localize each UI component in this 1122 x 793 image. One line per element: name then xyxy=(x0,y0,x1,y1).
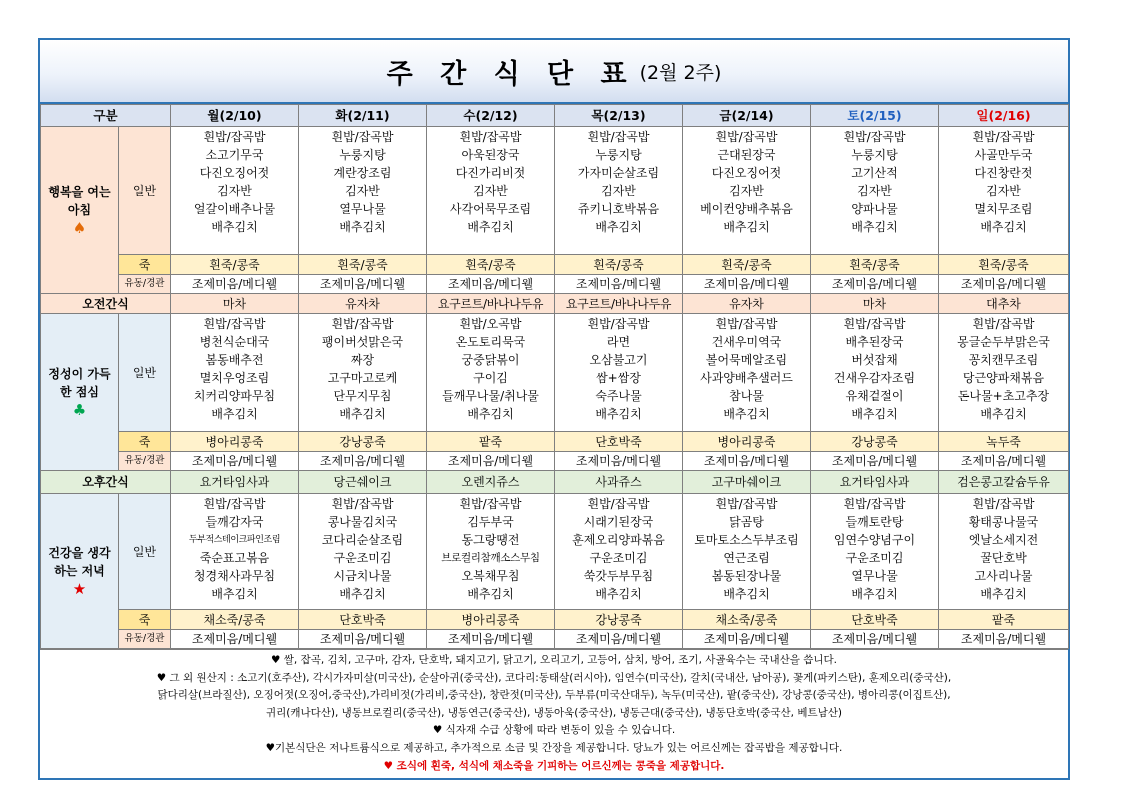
lunch-label xyxy=(41,314,119,471)
menu-item: 오삼불고기 xyxy=(589,353,648,367)
menu-item: 배추김치 xyxy=(851,220,898,234)
menu-item: 당근양파채볶음 xyxy=(962,371,1045,385)
menu-item: 꿀단호박 xyxy=(980,551,1027,565)
menu-cell xyxy=(683,127,811,255)
menu-cell xyxy=(555,127,683,255)
menu-item: 배추김치 xyxy=(595,587,642,601)
porridge-cell: 흰죽/콩죽 xyxy=(939,255,1069,275)
note-line: ♥ 그 외 원산지 : 소고기(호주산), 각시가자미살(미국산), 순살아귀(중국산), 코다리:동태살(러시아), 임연수(미국산), 갈치(국내산, 남아공), 꽃게(파키스탄), 훈제오리(중국산), xyxy=(156,671,952,684)
lunch-name: 정성이 가득한 점심 xyxy=(48,367,111,399)
menu-item: 배추김치 xyxy=(211,220,258,234)
menu-item: 참나물 xyxy=(729,389,764,403)
menu-item: 치커리양파무침 xyxy=(193,389,276,403)
menu-item: 배추김치 xyxy=(980,407,1027,421)
liquid-cell: 조제미음/메디웰 xyxy=(939,275,1069,294)
porridge-cell: 흰죽/콩죽 xyxy=(171,255,299,275)
porridge-label: 죽 xyxy=(119,610,171,630)
dinner-liquid-row xyxy=(41,630,1069,649)
menu-item: 병천식순대국 xyxy=(199,335,270,349)
porridge-cell: 흰죽/콩죽 xyxy=(811,255,939,275)
day-header: 월(2/10) xyxy=(171,105,299,127)
liquid-cell: 조제미음/메디웰 xyxy=(683,275,811,294)
porridge-cell: 흰죽/콩죽 xyxy=(555,255,683,275)
porridge-cell: 강낭콩죽 xyxy=(811,432,939,452)
weekly-menu-table xyxy=(40,104,1069,649)
menu-item: 누룽지탕 xyxy=(595,148,642,162)
am_snack-row xyxy=(41,294,1069,314)
menu-item: 구이김 xyxy=(473,371,508,385)
menu-item: 김자반 xyxy=(345,184,380,198)
menu-item: 궁중닭볶이 xyxy=(461,353,520,367)
menu-item: 동그랑땡전 xyxy=(461,533,520,547)
liquid-label: 유동/경관 xyxy=(119,452,171,471)
menu-item: 얼갈이배추나물 xyxy=(193,202,276,216)
porridge-cell: 강낭콩죽 xyxy=(299,432,427,452)
menu-item: 두부적스테이크파인조림 xyxy=(188,535,281,545)
day-header-sunday: 일(2/16) xyxy=(939,105,1069,127)
liquid-cell: 조제미음/메디웰 xyxy=(299,630,427,649)
snack-cell: 마차 xyxy=(811,294,939,314)
menu-item: 시래기된장국 xyxy=(583,515,654,529)
menu-item: 배추김치 xyxy=(723,587,770,601)
snack-cell: 요구르트/바나나두유 xyxy=(427,294,555,314)
liquid-cell: 조제미음/메디웰 xyxy=(299,275,427,294)
day-header: 화(2/11) xyxy=(299,105,427,127)
liquid-cell: 조제미음/메디웰 xyxy=(683,452,811,471)
spade-icon: ♠ xyxy=(72,219,87,237)
day-header: 수(2/12) xyxy=(427,105,555,127)
lunch-porridge-row xyxy=(41,432,1069,452)
breakfast-general-row xyxy=(41,127,1069,255)
menu-item: 흰밥/잡곡밥 xyxy=(843,317,906,331)
breakfast-porridge-row xyxy=(41,255,1069,275)
menu-item: 임연수양념구이 xyxy=(833,533,916,547)
menu-cell xyxy=(683,314,811,432)
liquid-cell: 조제미음/메디웰 xyxy=(171,630,299,649)
menu-item: 엣날소세지전 xyxy=(968,533,1039,547)
snack-cell: 마차 xyxy=(171,294,299,314)
menu-item: 아욱된장국 xyxy=(461,148,520,162)
menu-sheet xyxy=(38,38,1070,780)
note-line: ♥ 식자재 수급 상황에 따라 변동이 있을 수 있습니다. xyxy=(432,724,676,737)
menu-item: 배추김치 xyxy=(723,407,770,421)
porridge-cell: 단호박죽 xyxy=(299,610,427,630)
menu-item: 흰밥/잡곡밥 xyxy=(972,130,1035,144)
note-line-highlight: ♥ 조식에 흰죽, 석식에 채소죽을 기피하는 어르신께는 콩죽을 제공합니다. xyxy=(383,759,725,772)
menu-item: 배추김치 xyxy=(980,587,1027,601)
menu-item: 흰밥/잡곡밥 xyxy=(972,497,1035,511)
liquid-label: 유동/경관 xyxy=(119,275,171,294)
menu-item: 멸치우엉조림 xyxy=(199,371,270,385)
porridge-cell: 흰죽/콩죽 xyxy=(299,255,427,275)
menu-cell xyxy=(939,314,1069,432)
menu-item: 김자반 xyxy=(729,184,764,198)
menu-cell xyxy=(811,314,939,432)
menu-cell xyxy=(811,494,939,610)
liquid-cell: 조제미음/메디웰 xyxy=(811,275,939,294)
menu-item: 누룽지탕 xyxy=(851,148,898,162)
notes-section xyxy=(40,649,1068,778)
menu-item: 봄동된장나물 xyxy=(711,569,782,583)
lunch-liquid-row xyxy=(41,452,1069,471)
menu-item: 흰밥/잡곡밥 xyxy=(843,130,906,144)
menu-item: 단무지무침 xyxy=(333,389,392,403)
menu-item: 배추김치 xyxy=(211,587,258,601)
menu-item: 베이컨양배추볶음 xyxy=(700,202,793,216)
menu-cell xyxy=(171,494,299,610)
menu-item: 건새우감자조림 xyxy=(833,371,916,385)
menu-item: 흰밥/잡곡밥 xyxy=(331,497,394,511)
menu-item: 흰밥/잡곡밥 xyxy=(715,130,778,144)
menu-item: 흰밥/잡곡밥 xyxy=(459,497,522,511)
liquid-cell: 조제미음/메디웰 xyxy=(811,452,939,471)
menu-item: 버섯잡채 xyxy=(851,353,898,367)
snack-cell: 고구마쉐이크 xyxy=(683,471,811,494)
menu-item: 배추김치 xyxy=(595,220,642,234)
porridge-cell: 병아리콩죽 xyxy=(427,610,555,630)
menu-item: 배추김치 xyxy=(467,220,514,234)
porridge-label: 죽 xyxy=(119,255,171,275)
star-icon: ★ xyxy=(72,580,87,598)
note-line: 귀리(캐나다산), 냉동브로컬리(중국산), 냉동연근(중국산), 냉동아욱(중국산), 냉동근대(중국산), 냉동단호박(중국산, 베트남산) xyxy=(265,706,843,719)
snack-label: 오후간식 xyxy=(41,471,171,494)
dinner-general-row xyxy=(41,494,1069,610)
menu-item: 배추김치 xyxy=(339,220,386,234)
dinner-name: 건강을 생각하는 저녁 xyxy=(48,546,111,578)
porridge-cell: 녹두죽 xyxy=(939,432,1069,452)
menu-item: 배추김치 xyxy=(339,407,386,421)
liquid-cell: 조제미음/메디웰 xyxy=(683,630,811,649)
menu-cell xyxy=(555,314,683,432)
menu-item: 흰밥/잡곡밥 xyxy=(587,130,650,144)
menu-item: 고구마고로케 xyxy=(327,371,398,385)
menu-item: 들깨토란탕 xyxy=(845,515,904,529)
menu-item: 팽이버섯맑은국 xyxy=(321,335,404,349)
porridge-cell: 병아리콩죽 xyxy=(171,432,299,452)
menu-item: 흰밥/오곡밥 xyxy=(459,317,522,331)
menu-item: 양파나물 xyxy=(851,202,898,216)
menu-cell xyxy=(555,494,683,610)
general-label: 일반 xyxy=(119,127,171,255)
porridge-cell: 채소죽/콩죽 xyxy=(683,610,811,630)
menu-item: 흰밥/잡곡밥 xyxy=(715,317,778,331)
snack-cell: 대추차 xyxy=(939,294,1069,314)
snack-cell: 검은콩고칼슘두유 xyxy=(939,471,1069,494)
dinner-porridge-row xyxy=(41,610,1069,630)
menu-item: 흰밥/잡곡밥 xyxy=(203,130,266,144)
lunch-general-row xyxy=(41,314,1069,432)
breakfast-liquid-row xyxy=(41,275,1069,294)
snack-cell: 오렌지쥬스 xyxy=(427,471,555,494)
menu-item: 짜장 xyxy=(350,353,375,367)
menu-item: 구운조미김 xyxy=(333,551,392,565)
menu-item: 배추김치 xyxy=(211,407,258,421)
menu-item: 몽글순두부맑은국 xyxy=(957,335,1050,349)
menu-item: 다진오징어젓 xyxy=(711,166,782,180)
menu-item: 흰밥/잡곡밥 xyxy=(331,130,394,144)
menu-cell xyxy=(683,494,811,610)
day-header: 목(2/13) xyxy=(555,105,683,127)
menu-item: 가자미순살조림 xyxy=(577,166,660,180)
menu-cell xyxy=(299,494,427,610)
menu-item: 배추김치 xyxy=(339,587,386,601)
breakfast-name: 행복을 여는 아침 xyxy=(48,185,111,217)
menu-item: 소고기무국 xyxy=(205,148,264,162)
menu-item: 봄동배추전 xyxy=(205,353,264,367)
menu-item: 김두부국 xyxy=(467,515,514,529)
menu-item: 흰밥/잡곡밥 xyxy=(715,497,778,511)
menu-item: 흰밥/잡곡밥 xyxy=(203,497,266,511)
menu-item: 김자반 xyxy=(986,184,1021,198)
snack-cell: 요거타임사과 xyxy=(811,471,939,494)
porridge-cell: 단호박죽 xyxy=(555,432,683,452)
liquid-cell: 조제미음/메디웰 xyxy=(939,630,1069,649)
general-label: 일반 xyxy=(119,314,171,432)
menu-item: 고기산적 xyxy=(851,166,898,180)
menu-item: 다진가리비젓 xyxy=(455,166,526,180)
menu-cell xyxy=(299,314,427,432)
menu-item: 오복채무침 xyxy=(461,569,520,583)
menu-item: 배추김치 xyxy=(980,220,1027,234)
menu-item: 사각어묵무조림 xyxy=(449,202,532,216)
liquid-cell: 조제미음/메디웰 xyxy=(939,452,1069,471)
menu-item: 고사리나물 xyxy=(974,569,1033,583)
club-icon: ♣ xyxy=(72,401,87,419)
menu-item: 흰밥/잡곡밥 xyxy=(843,497,906,511)
menu-item: 배추김치 xyxy=(723,220,770,234)
porridge-cell: 흰죽/콩죽 xyxy=(683,255,811,275)
menu-item: 토마토소스두부조림 xyxy=(694,533,799,547)
menu-item: 배추김치 xyxy=(851,587,898,601)
menu-item: 흰밥/잡곡밥 xyxy=(331,317,394,331)
menu-cell xyxy=(171,314,299,432)
menu-item: 콩나물김치국 xyxy=(327,515,398,529)
snack-cell: 요거타임사과 xyxy=(171,471,299,494)
menu-item: 쌈+쌈장 xyxy=(596,371,641,385)
page-subtitle: (2월 2주) xyxy=(639,61,722,84)
snack-cell: 유자차 xyxy=(683,294,811,314)
breakfast-label xyxy=(41,127,119,294)
porridge-cell: 채소죽/콩죽 xyxy=(171,610,299,630)
menu-item: 열무나물 xyxy=(851,569,898,583)
menu-item: 볼어묵메알조림 xyxy=(705,353,788,367)
category-header: 구분 xyxy=(41,105,171,127)
liquid-cell: 조제미음/메디웰 xyxy=(555,630,683,649)
general-label: 일반 xyxy=(119,494,171,610)
liquid-cell: 조제미음/메디웰 xyxy=(171,452,299,471)
menu-item: 흰밥/잡곡밥 xyxy=(587,317,650,331)
note-line: ♥기본식단은 저나트륨식으로 제공하고, 추가적으로 소금 및 간장을 제공합니다. 당뇨가 있는 어르신께는 잡곡밥을 제공합니다. xyxy=(265,741,843,754)
menu-item: 김자반 xyxy=(857,184,892,198)
page-title: 주 간 식 단 표 xyxy=(386,58,636,90)
porridge-cell: 단호박죽 xyxy=(811,610,939,630)
menu-item: 흰밥/잡곡밥 xyxy=(459,130,522,144)
menu-item: 누룽지탕 xyxy=(339,148,386,162)
menu-item: 사과양배추샐러드 xyxy=(700,371,793,385)
porridge-cell: 강낭콩죽 xyxy=(555,610,683,630)
menu-item: 김자반 xyxy=(601,184,636,198)
menu-cell xyxy=(299,127,427,255)
menu-item: 들깨무나물/취나물 xyxy=(442,389,539,403)
menu-item: 브로컬리참깨소스무침 xyxy=(441,552,540,564)
menu-item: 배추김치 xyxy=(851,407,898,421)
menu-item: 구운조미김 xyxy=(589,551,648,565)
menu-item: 배추김치 xyxy=(595,407,642,421)
menu-item: 돈나물+초고추장 xyxy=(957,389,1050,403)
menu-item: 배추된장국 xyxy=(845,335,904,349)
menu-item: 황태콩나물국 xyxy=(968,515,1039,529)
menu-item: 흰밥/잡곡밥 xyxy=(972,317,1035,331)
menu-item: 건새우미역국 xyxy=(711,335,782,349)
pm_snack-row xyxy=(41,471,1069,494)
menu-cell xyxy=(427,314,555,432)
liquid-cell: 조제미음/메디웰 xyxy=(171,275,299,294)
porridge-cell: 팥죽 xyxy=(427,432,555,452)
header-row xyxy=(41,105,1069,127)
liquid-cell: 조제미음/메디웰 xyxy=(299,452,427,471)
menu-item: 다진창란젓 xyxy=(974,166,1033,180)
liquid-cell: 조제미음/메디웰 xyxy=(427,275,555,294)
liquid-cell: 조제미음/메디웰 xyxy=(555,452,683,471)
menu-item: 흰밥/잡곡밥 xyxy=(587,497,650,511)
menu-item: 훈제오리양파볶음 xyxy=(572,533,665,547)
snack-cell: 요구르트/바나나두유 xyxy=(555,294,683,314)
liquid-cell: 조제미음/메디웰 xyxy=(427,452,555,471)
snack-cell: 사과쥬스 xyxy=(555,471,683,494)
menu-cell xyxy=(939,494,1069,610)
menu-item: 사골만두국 xyxy=(974,148,1033,162)
note-line: ♥ 쌀, 잡곡, 김치, 고구마, 감자, 단호박, 돼지고기, 닭고기, 오리고기, 고등어, 삼치, 방어, 조기, 사골육수는 국내산을 씁니다. xyxy=(271,654,837,666)
day-header: 금(2/14) xyxy=(683,105,811,127)
dinner-label xyxy=(41,494,119,649)
menu-item: 멸치무조림 xyxy=(974,202,1033,216)
menu-item: 김자반 xyxy=(473,184,508,198)
menu-item: 배추김치 xyxy=(467,407,514,421)
menu-item: 들깨감자국 xyxy=(205,515,264,529)
menu-item: 라면 xyxy=(606,335,631,349)
menu-cell xyxy=(171,127,299,255)
menu-item: 근대된장국 xyxy=(717,148,776,162)
menu-cell xyxy=(427,127,555,255)
menu-item: 쥬키니호박볶음 xyxy=(577,202,660,216)
menu-item: 시금치나물 xyxy=(333,569,392,583)
liquid-cell: 조제미음/메디웰 xyxy=(555,275,683,294)
liquid-label: 유동/경관 xyxy=(119,630,171,649)
menu-item: 열무나물 xyxy=(339,202,386,216)
menu-item: 코다리순살조림 xyxy=(321,533,404,547)
menu-item: 숙주나물 xyxy=(595,389,642,403)
menu-cell xyxy=(811,127,939,255)
menu-item: 청경채사과무침 xyxy=(193,569,276,583)
menu-item: 흰밥/잡곡밥 xyxy=(203,317,266,331)
menu-item: 꽁치캔무조림 xyxy=(968,353,1039,367)
title-band xyxy=(40,40,1068,104)
menu-item: 계란장조림 xyxy=(333,166,392,180)
menu-cell xyxy=(939,127,1069,255)
snack-label: 오전간식 xyxy=(41,294,171,314)
porridge-label: 죽 xyxy=(119,432,171,452)
menu-item: 연근조림 xyxy=(723,551,770,565)
liquid-cell: 조제미음/메디웰 xyxy=(811,630,939,649)
menu-item: 배추김치 xyxy=(467,587,514,601)
menu-item: 다진오징어젓 xyxy=(199,166,270,180)
snack-cell: 유자차 xyxy=(299,294,427,314)
menu-cell xyxy=(427,494,555,610)
snack-cell: 당근쉐이크 xyxy=(299,471,427,494)
menu-item: 죽순표고볶음 xyxy=(199,551,270,565)
menu-item: 온도토리묵국 xyxy=(455,335,526,349)
menu-item: 김자반 xyxy=(217,184,252,198)
menu-item: 닭곰탕 xyxy=(729,515,764,529)
porridge-cell: 팥죽 xyxy=(939,610,1069,630)
menu-item: 쑥갓두부무침 xyxy=(583,569,654,583)
note-line: 닭다리살(브라질산), 오징어젓(오징어,중국산),가리비젓(가리비,중국산), 창란젓(미국산), 두부류(미국산대두), 녹두(미국산), 팥(중국산), 강낭콩(중국산), 병아리콩(이집트산), xyxy=(157,689,951,702)
liquid-cell: 조제미음/메디웰 xyxy=(427,630,555,649)
day-header-saturday: 토(2/15) xyxy=(811,105,939,127)
menu-item: 유채겉절이 xyxy=(845,389,904,403)
porridge-cell: 흰죽/콩죽 xyxy=(427,255,555,275)
menu-item: 구운조미김 xyxy=(845,551,904,565)
porridge-cell: 병아리콩죽 xyxy=(683,432,811,452)
